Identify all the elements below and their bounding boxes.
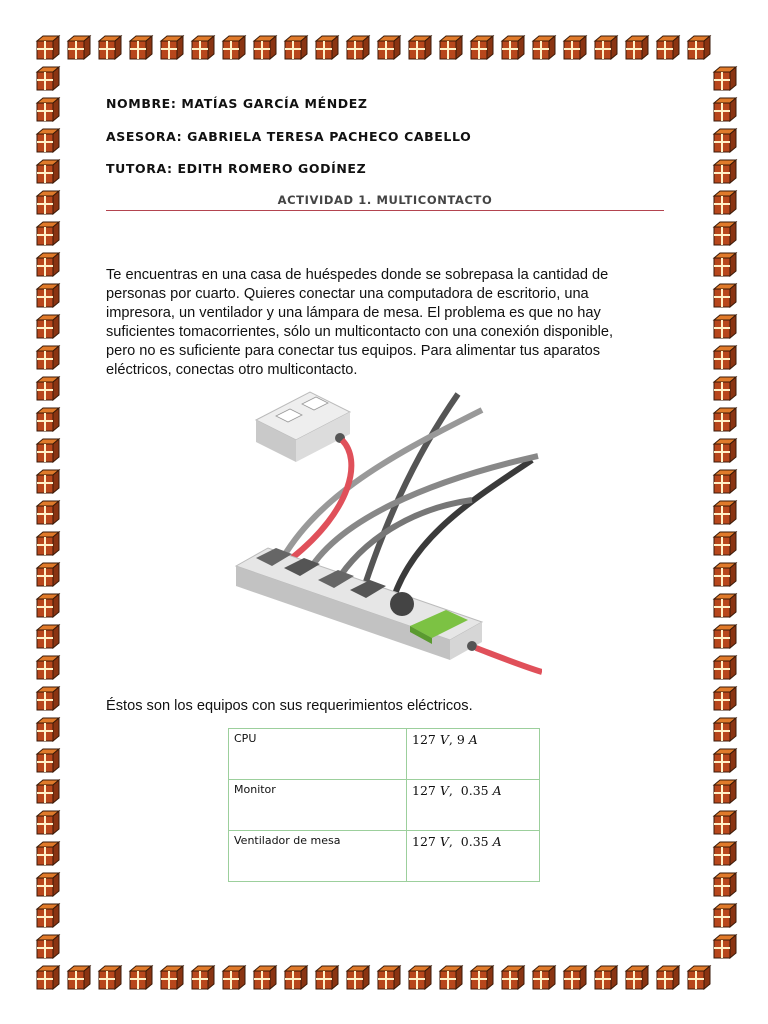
gift-box-icon xyxy=(35,809,61,835)
gift-box-icon xyxy=(159,34,185,60)
gift-box-icon xyxy=(469,34,495,60)
gift-box-icon xyxy=(345,964,371,990)
gift-box-icon xyxy=(712,747,738,773)
gift-box-icon xyxy=(686,34,712,60)
gift-box-icon xyxy=(712,716,738,742)
gift-box-icon xyxy=(686,964,712,990)
gift-box-icon xyxy=(35,34,61,60)
gift-box-icon xyxy=(712,592,738,618)
gift-box-icon xyxy=(35,313,61,339)
gift-box-icon xyxy=(712,220,738,246)
gift-box-icon xyxy=(35,561,61,587)
gift-box-icon xyxy=(712,313,738,339)
gift-box-icon xyxy=(712,809,738,835)
table-row xyxy=(229,780,540,831)
gift-box-icon xyxy=(35,933,61,959)
problem-paragraph xyxy=(106,266,636,380)
rating-cell: 127 V, 0.35 A xyxy=(407,831,540,882)
gift-box-icon xyxy=(624,34,650,60)
gift-box-icon xyxy=(35,282,61,308)
gift-box-icon xyxy=(252,34,278,60)
gift-box-icon xyxy=(712,871,738,897)
gift-box-icon xyxy=(562,34,588,60)
gift-box-icon xyxy=(35,623,61,649)
gift-box-icon xyxy=(712,840,738,866)
requirements-table xyxy=(228,728,540,882)
gift-box-icon xyxy=(35,871,61,897)
gift-box-icon xyxy=(252,964,278,990)
gift-box-icon xyxy=(66,964,92,990)
gift-box-icon xyxy=(712,127,738,153)
paragraph-line: eléctricos, conectas otro multicontacto. xyxy=(106,362,358,378)
table-row xyxy=(229,729,540,780)
gift-box-icon xyxy=(376,34,402,60)
gift-box-icon xyxy=(283,34,309,60)
gift-box-icon xyxy=(35,344,61,370)
device-cell: Monitor xyxy=(229,780,407,831)
gift-box-icon xyxy=(712,96,738,122)
gift-box-icon xyxy=(624,964,650,990)
gift-box-icon xyxy=(655,964,681,990)
gift-box-icon xyxy=(500,34,526,60)
paragraph-line: personas por cuarto. Quieres conectar una computadora de escritorio, una xyxy=(106,286,589,302)
gift-box-icon xyxy=(531,34,557,60)
gift-box-icon xyxy=(469,964,495,990)
gift-box-icon xyxy=(500,964,526,990)
gift-box-icon xyxy=(712,685,738,711)
gift-box-icon xyxy=(35,96,61,122)
gift-box-icon xyxy=(35,437,61,463)
rating-cell: 127 V, 9 A xyxy=(407,729,540,780)
gift-box-icon xyxy=(712,778,738,804)
gift-box-icon xyxy=(314,34,340,60)
gift-box-icon xyxy=(35,189,61,215)
gift-box-icon xyxy=(712,282,738,308)
gift-box-icon xyxy=(35,468,61,494)
gift-box-icon xyxy=(712,530,738,556)
gift-box-icon xyxy=(159,964,185,990)
gift-box-icon xyxy=(712,561,738,587)
gift-box-icon xyxy=(712,499,738,525)
gift-box-icon xyxy=(66,34,92,60)
gift-box-icon xyxy=(712,933,738,959)
gift-box-icon xyxy=(712,158,738,184)
gift-box-icon xyxy=(593,964,619,990)
paragraph-line: impresora, un ventilador y una lámpara de mesa. El problema es que no hay xyxy=(106,305,601,321)
tutor-name: TUTORA: EDITH ROMERO GODÍNEZ xyxy=(106,161,367,176)
gift-box-icon xyxy=(35,65,61,91)
gift-box-icon xyxy=(314,964,340,990)
gift-box-icon xyxy=(35,530,61,556)
gift-box-icon xyxy=(97,964,123,990)
gift-box-icon xyxy=(531,964,557,990)
gift-box-icon xyxy=(593,34,619,60)
gift-box-icon xyxy=(345,34,371,60)
gift-box-icon xyxy=(283,964,309,990)
gift-box-icon xyxy=(407,34,433,60)
paragraph-line: suficientes tomacorrientes, sólo un multicontacto con una conexión disponible, xyxy=(106,324,614,340)
gift-box-icon xyxy=(35,840,61,866)
gift-box-icon xyxy=(35,251,61,277)
gift-box-icon xyxy=(712,189,738,215)
gift-box-icon xyxy=(712,654,738,680)
gift-box-icon xyxy=(35,654,61,680)
paragraph-line: pero no es suficiente para conectar tus equipos. Para alimentar tus aparatos xyxy=(106,343,601,359)
table-caption: Éstos son los equipos con sus requerimientos eléctricos. xyxy=(106,698,473,714)
gift-box-icon xyxy=(97,34,123,60)
wall-outlet xyxy=(256,392,350,462)
gift-box-icon xyxy=(128,34,154,60)
advisor-name: ASESORA: GABRIELA TERESA PACHECO CABELLO xyxy=(106,129,472,144)
gift-box-icon xyxy=(562,964,588,990)
paragraph-line: Te encuentras en una casa de huéspedes donde se sobrepasa la cantidad de xyxy=(106,267,609,283)
gift-box-icon xyxy=(438,34,464,60)
table-row xyxy=(229,831,540,882)
gift-box-icon xyxy=(221,964,247,990)
student-name: NOMBRE: MATÍAS GARCÍA MÉNDEZ xyxy=(106,96,368,111)
gift-box-icon xyxy=(35,902,61,928)
gift-box-icon xyxy=(35,964,61,990)
gift-box-icon xyxy=(712,65,738,91)
gift-box-icon xyxy=(712,623,738,649)
gift-box-icon xyxy=(35,592,61,618)
gift-box-icon xyxy=(712,437,738,463)
gift-box-icon xyxy=(712,251,738,277)
power-strip xyxy=(236,548,542,672)
gift-box-icon xyxy=(35,406,61,432)
gift-box-icon xyxy=(35,716,61,742)
gift-box-icon xyxy=(438,964,464,990)
gift-box-icon xyxy=(35,685,61,711)
gift-box-icon xyxy=(712,468,738,494)
gift-box-icon xyxy=(712,406,738,432)
gift-box-icon xyxy=(35,499,61,525)
gift-box-icon xyxy=(712,902,738,928)
gift-box-icon xyxy=(35,747,61,773)
gift-box-icon xyxy=(712,344,738,370)
gift-box-icon xyxy=(712,375,738,401)
device-cell: CPU xyxy=(229,729,407,780)
gift-box-icon xyxy=(190,34,216,60)
rating-cell: 127 V, 0.35 A xyxy=(407,780,540,831)
power-strip-illustration xyxy=(232,390,542,690)
gift-box-icon xyxy=(35,375,61,401)
gift-box-icon xyxy=(190,964,216,990)
gift-box-icon xyxy=(35,220,61,246)
gift-box-icon xyxy=(128,964,154,990)
gift-box-icon xyxy=(35,158,61,184)
gift-box-icon xyxy=(35,778,61,804)
gift-box-icon xyxy=(35,127,61,153)
activity-title: ACTIVIDAD 1. MULTICONTACTO xyxy=(277,193,493,207)
gift-box-icon xyxy=(655,34,681,60)
gift-box-icon xyxy=(407,964,433,990)
gift-box-icon xyxy=(221,34,247,60)
device-cell: Ventilador de mesa xyxy=(229,831,407,882)
title-divider xyxy=(106,210,664,211)
gift-box-icon xyxy=(376,964,402,990)
